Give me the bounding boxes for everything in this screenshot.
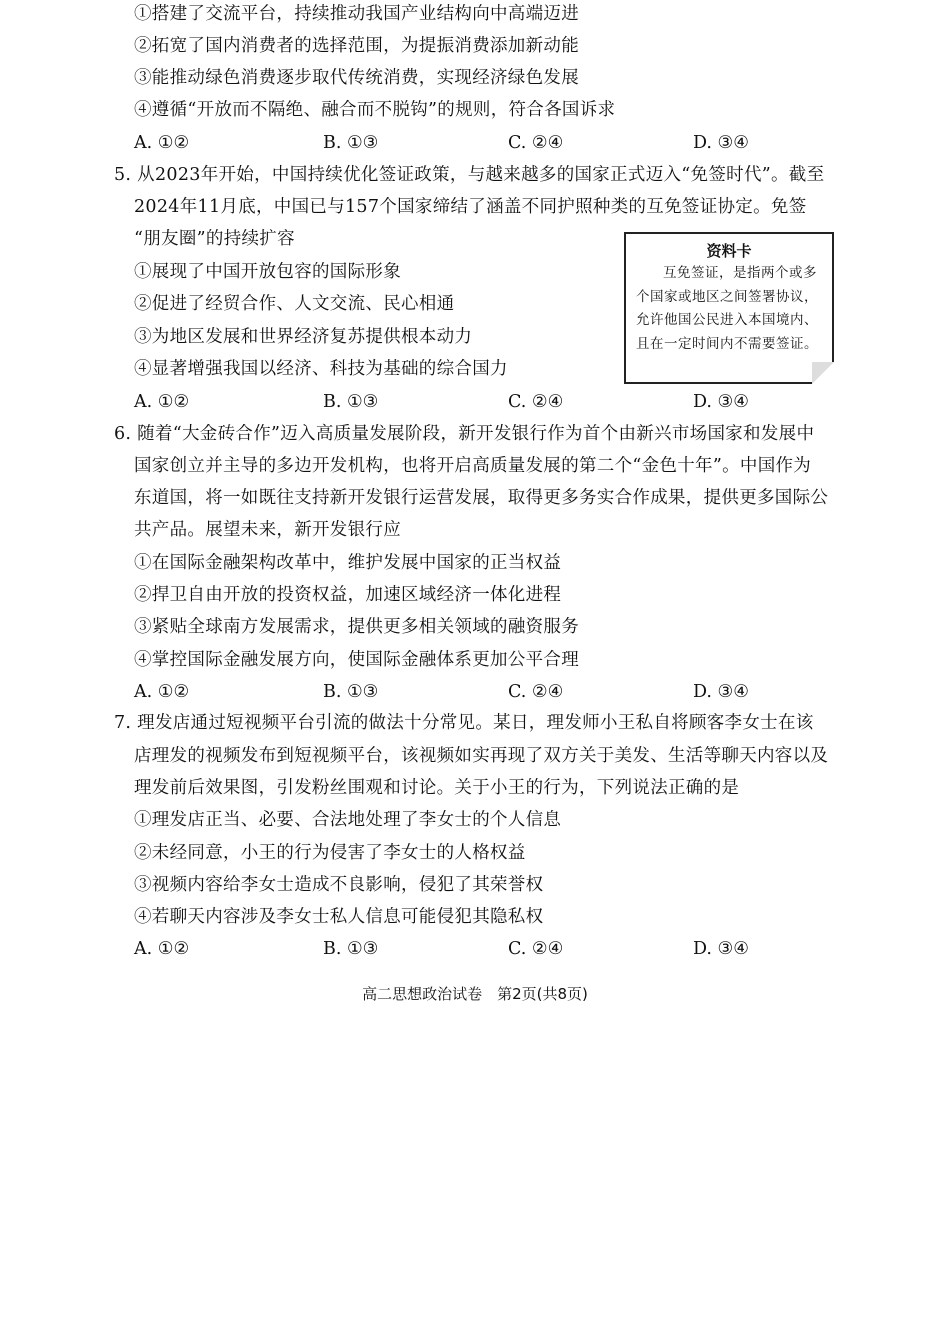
info-card-body: 互免签证，是指两个或多个国家或地区之间签署协议，允许他国公民进入本国境内、且在一定时间内不需要签证。 bbox=[636, 265, 818, 352]
q4-option-a: A. ①② bbox=[134, 133, 190, 153]
info-card bbox=[624, 232, 834, 384]
q6-option-a: A. ①② bbox=[134, 682, 190, 702]
q6-stem-line-3: 东道国，将一如既往支持新开发银行运营发展，取得更多务实合作成果，提供更多国际公 bbox=[134, 488, 829, 508]
q6-item-3: ③紧贴全球南方发展需求，提供更多相关领域的融资服务 bbox=[134, 617, 579, 637]
info-card-title: 资料卡 bbox=[706, 242, 752, 260]
q6-item-1: ①在国际金融架构改革中，维护发展中国家的正当权益 bbox=[134, 553, 562, 573]
q7-stem-line-1: 7. 理发店通过短视频平台引流的做法十分常见。某日，理发师小王私自将顾客李女士在该 bbox=[114, 713, 814, 733]
q7-option-d: D. ③④ bbox=[693, 939, 749, 959]
q6-stem-line-1: 6. 随着“大金砖合作”迈入高质量发展阶段，新开发银行作为首个由新兴市场国家和发展中 bbox=[114, 424, 815, 444]
q7-stem-line-3: 理发前后效果图，引发粉丝围观和讨论。关于小王的行为，下列说法正确的是 bbox=[134, 778, 740, 798]
q7-option-a: A. ①② bbox=[134, 939, 190, 959]
q7-option-b: B. ①③ bbox=[323, 939, 379, 959]
q7-option-c: C. ②④ bbox=[508, 939, 564, 959]
q7-item-3: ③视频内容给李女士造成不良影响，侵犯了其荣誉权 bbox=[134, 875, 544, 895]
q6-item-4: ④掌控国际金融发展方向，使国际金融体系更加公平合理 bbox=[134, 650, 579, 670]
q5-stem-line-3: “朋友圈”的持续扩容 bbox=[134, 229, 295, 249]
q5-item-1: ①展现了中国开放包容的国际形象 bbox=[134, 262, 401, 282]
q6-option-d: D. ③④ bbox=[693, 682, 749, 702]
q5-item-3: ③为地区发展和世界经济复苏提供根本动力 bbox=[134, 327, 473, 347]
q7-item-2: ②未经同意，小王的行为侵害了李女士的人格权益 bbox=[134, 843, 526, 863]
q6-option-b: B. ①③ bbox=[323, 682, 379, 702]
q4-item-1: ①搭建了交流平台，持续推动我国产业结构向中高端迈进 bbox=[134, 4, 579, 24]
q5-option-c: C. ②④ bbox=[508, 392, 564, 412]
q5-option-a: A. ①② bbox=[134, 392, 190, 412]
q6-stem-line-4: 共产品。展望未来，新开发银行应 bbox=[134, 520, 401, 540]
q4-option-c: C. ②④ bbox=[508, 133, 564, 153]
q4-option-b: B. ①③ bbox=[323, 133, 379, 153]
q4-item-4: ④遵循“开放而不隔绝、融合而不脱钩”的规则，符合各国诉求 bbox=[134, 100, 616, 120]
q6-stem-line-2: 国家创立并主导的多边开发机构，也将开启高质量发展的第二个“金色十年”。中国作为 bbox=[134, 456, 812, 476]
q7-item-4: ④若聊天内容涉及李女士私人信息可能侵犯其隐私权 bbox=[134, 907, 544, 927]
q5-option-b: B. ①③ bbox=[323, 392, 379, 412]
q6-item-2: ②捍卫自由开放的投资权益，加速区域经济一体化进程 bbox=[134, 585, 562, 605]
q4-item-2: ②拓宽了国内消费者的选择范围，为提振消费添加新动能 bbox=[134, 36, 579, 56]
q4-option-d: D. ③④ bbox=[693, 133, 749, 153]
page-curl-icon bbox=[812, 362, 834, 384]
q5-item-2: ②促进了经贸合作、人文交流、民心相通 bbox=[134, 294, 455, 314]
q7-stem-line-2: 店理发的视频发布到短视频平台，该视频如实再现了双方关于美发、生活等聊天内容以及 bbox=[134, 746, 829, 766]
page-footer: 高二思想政治试卷 第2页(共8页) bbox=[362, 985, 588, 1003]
q5-stem-line-2: 2024年11月底，中国已与157个国家缔结了涵盖不同护照种类的互免签证协定。免签 bbox=[134, 197, 807, 217]
q4-item-3: ③能推动绿色消费逐步取代传统消费，实现经济绿色发展 bbox=[134, 68, 579, 88]
q6-option-c: C. ②④ bbox=[508, 682, 564, 702]
q5-item-4: ④显著增强我国以经济、科技为基础的综合国力 bbox=[134, 359, 508, 379]
q5-stem-line-1: 5. 从2023年开始，中国持续优化签证政策，与越来越多的国家正式迈入“免签时代”。截至 bbox=[114, 165, 825, 185]
q7-item-1: ①理发店正当、必要、合法地处理了李女士的个人信息 bbox=[134, 810, 562, 830]
q5-option-d: D. ③④ bbox=[693, 392, 749, 412]
